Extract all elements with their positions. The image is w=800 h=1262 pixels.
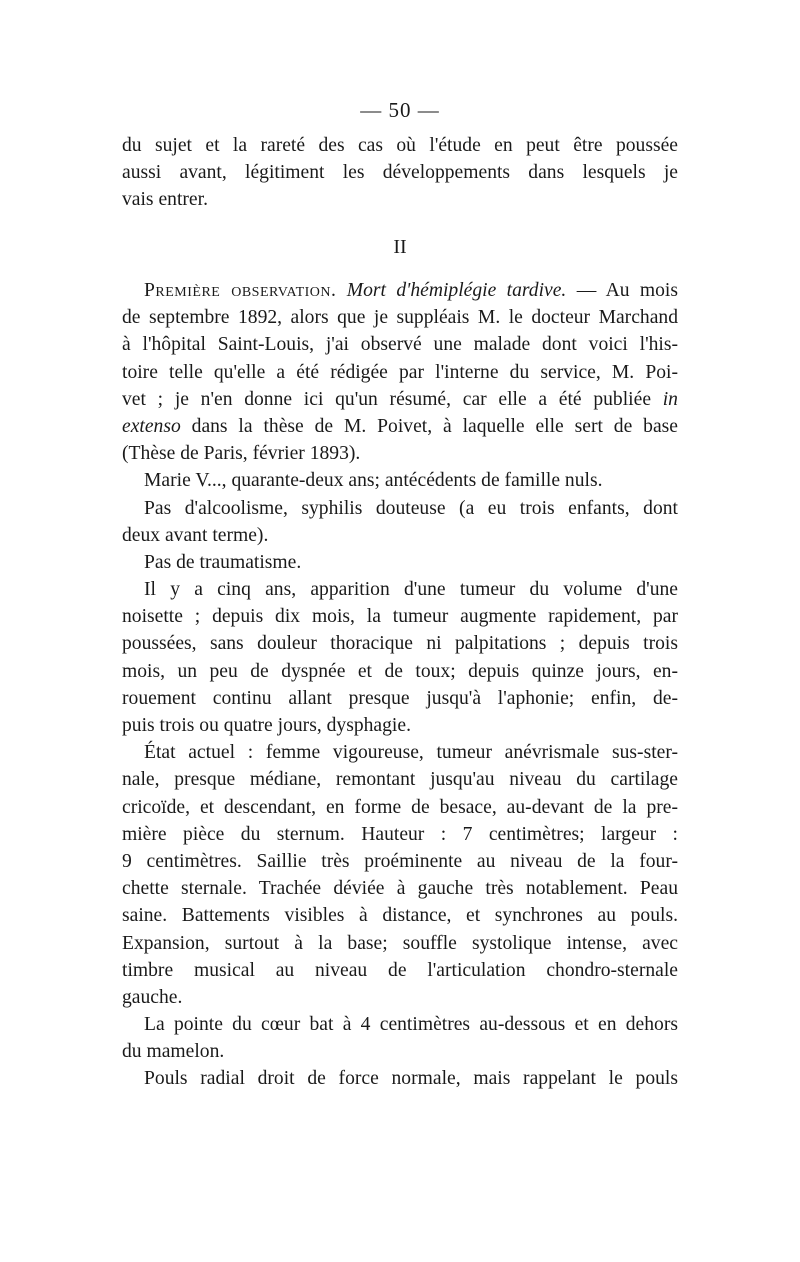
paragraph-line: deux avant terme).: [122, 524, 269, 546]
observation-heading-line: [122, 277, 678, 304]
paragraph-line: du mamelon.: [122, 1041, 225, 1063]
paragraph-line: Pouls radial droit de force normale, mais rappelant le pouls: [144, 1068, 678, 1090]
paragraph-line: gauche.: [122, 986, 183, 1008]
observation-heading-rest: — Au mois: [566, 280, 678, 301]
paragraph-line: timbre musical au niveau de l'articulation chondro-sternale: [122, 959, 678, 981]
paragraph-line: poussées, sans douleur thoracique ni palpitations ; depuis trois: [122, 633, 678, 655]
text-fragment: vet ; je n'en donne ici qu'un résumé, car elle a été publiée: [122, 388, 652, 410]
paragraph-line: chette sternale. Trachée déviée à gauche très notablement. Peau: [122, 878, 678, 900]
text-line-with-italic: [122, 413, 678, 440]
page-number: — 50 —: [360, 98, 440, 122]
paragraph-line: saine. Battements visibles à distance, et synchrones au pouls.: [122, 905, 678, 927]
text-line: aussi avant, légitiment les développements dans lesquels je: [122, 162, 678, 184]
paragraph-line: rouement continu allant presque jusqu'à l'aphonie; enfin, de-: [122, 687, 678, 709]
text-line: vais entrer.: [122, 189, 208, 211]
text-line: toire telle qu'elle a été rédigée par l'interne du service, M. Poi-: [122, 361, 678, 383]
paragraph-line: État actuel : femme vigoureuse, tumeur anévrismale sus-ster-: [144, 742, 678, 764]
latin-term: in: [662, 388, 678, 410]
text-line: (Thèse de Paris, février 1893).: [122, 443, 361, 465]
text-line-with-italic: [122, 386, 678, 413]
observation-body: [122, 277, 678, 1093]
text-line: de septembre 1892, alors que je suppléais M. le docteur Marchand: [122, 307, 678, 329]
intro-paragraph: [122, 132, 678, 214]
paragraph-line: puis trois ou quatre jours, dysphagie.: [122, 715, 411, 736]
paragraph-line: La pointe du cœur bat à 4 centimètres au-dessous et en dehors: [144, 1014, 678, 1036]
paragraph-line: Marie V..., quarante-deux ans; antécédents de famille nuls.: [144, 470, 603, 492]
text-line: à l'hôpital Saint-Louis, j'ai observé une malade dont voici l'his-: [122, 334, 678, 356]
text-line: du sujet et la rareté des cas où l'étude en peut être poussée: [122, 135, 678, 156]
paragraph-line: mière pièce du sternum. Hauteur : 7 centimètres; largeur :: [122, 823, 678, 845]
paragraph-line: Expansion, surtout à la base; souffle systolique intense, avec: [122, 932, 678, 954]
paragraph-line: nale, presque médiane, remontant jusqu'au niveau du cartilage: [122, 769, 678, 791]
paragraph-line: mois, un peu de dyspnée et de toux; depuis quinze jours, en-: [122, 660, 678, 682]
section-heading: II: [393, 236, 407, 258]
latin-term: extenso: [122, 415, 181, 437]
paragraph-line: noisette ; depuis dix mois, la tumeur augmente rapidement, par: [122, 606, 678, 628]
observation-label: Première observation.: [144, 280, 337, 301]
paragraph-line: Pas d'alcoolisme, syphilis douteuse (a eu trois enfants, dont: [144, 497, 678, 519]
paragraph-line: 9 centimètres. Saillie très proéminente au niveau de la four-: [122, 850, 678, 872]
paragraph-line: cricoïde, et descendant, en forme de besace, au-devant de la pre-: [122, 796, 678, 818]
paragraph-line: Il y a cinq ans, apparition d'une tumeur du volume d'une: [144, 579, 678, 601]
observation-title: Mort d'hémiplégie tardive.: [346, 280, 567, 301]
paragraph-line: Pas de traumatisme.: [144, 551, 302, 573]
text-fragment: dans la thèse de M. Poivet, à laquelle elle sert de base: [180, 415, 678, 437]
